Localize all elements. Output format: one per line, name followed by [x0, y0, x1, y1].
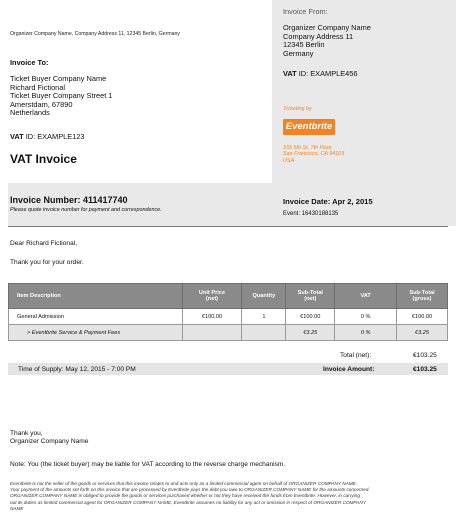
col-header-quantity: Quantity: [242, 284, 286, 309]
invoice-to-line: Ticket Buyer Company Street 1: [10, 91, 113, 101]
disclaimer-line: NAME: [10, 505, 24, 511]
invoice-to-line: Richard Fictional: [10, 82, 66, 92]
col-header-subtotal: Sub-Total (net): [286, 284, 335, 309]
vat-label: VAT: [283, 69, 297, 78]
invoice-to-line: Amerstdam, 67890: [10, 99, 73, 109]
total-net-value: €103.25: [413, 352, 437, 359]
invoice-from-heading: Invoice From:: [283, 7, 328, 16]
item-subtotal: €100.00: [286, 309, 335, 325]
table-header-row: [9, 284, 448, 309]
col-header-vat: VAT: [335, 284, 397, 309]
eventbrite-logo: Eventbrite: [283, 119, 335, 135]
total-net-label: Total (net):: [340, 352, 372, 359]
ticketing-by-label: Ticketing by: [283, 106, 312, 112]
disclaimer-line: out its duties as limited commercial agent for ORGANIZER COMPANY NAME, Eventbrite assumes no liability for any act or omission in respect of ORGANIZER COMPANY: [10, 499, 366, 505]
organizer-address-line: Organizer Company Name, Company Address 11, 12345 Berlin, Germany: [10, 31, 181, 37]
invoice-amount-value: €103.25: [413, 366, 437, 373]
invoice-from-address: [283, 24, 371, 58]
invoice-from-vat: [283, 70, 358, 79]
item-gross: €3.25: [397, 325, 448, 341]
disclaimer-line: Eventbrite is not the seller of the goods or services that this invoice relates to and acts only as a limited commercial agent on behalf of ORGANIZER COMPANY NAME.: [10, 481, 358, 486]
closing-line: Thank you,: [10, 430, 43, 437]
invoice-to-line: Ticket Buyer Company Name: [10, 74, 107, 83]
eventbrite-address-line: San Francisco, CA 94103: [283, 151, 345, 158]
item-vat: 0 %: [335, 309, 397, 325]
invoice-to-line: Netherlands: [10, 108, 50, 118]
invoice-to-vat: [10, 133, 85, 142]
item-quantity: 1: [242, 309, 286, 325]
item-vat: 0 %: [335, 325, 397, 341]
invoice-from-line: 12345 Berlin: [283, 40, 325, 50]
disclaimer-line: ORGANIZER COMPANY NAME is obliged to provide the goods or services purchased whether or not they have received the funds from Eventbrite. However, in carrying: [10, 493, 360, 499]
page-title: VAT Invoice: [10, 152, 77, 166]
col-header-subtotal-gross: Sub-Total (gross): [397, 284, 448, 309]
item-subtotal: €3.25: [286, 325, 335, 341]
divider: [8, 226, 448, 227]
invoice-from-line: Organizer Company Name: [283, 23, 371, 32]
closing: [10, 430, 88, 447]
item-unit-price: €100.00: [182, 309, 242, 325]
invoice-to-heading: Invoice To:: [10, 58, 49, 67]
invoice-number-note: Please quote invoice number for payment and correspondence.: [10, 207, 162, 213]
thanks-text: Thank you for your order.: [10, 259, 84, 266]
vat-value: ID: EXAMPLE456: [298, 69, 358, 78]
vat-value: ID: EXAMPLE123: [25, 132, 85, 141]
invoice-items-table: [8, 283, 448, 341]
disclaimer-line: Your payment of the amounts set forth on this invoice that are processed by Eventbrite pays the debt you owe to ORGANIZER COMPANY NAME for the amounts concerned.: [10, 487, 370, 493]
invoice-amount-label: Invoice Amount:: [323, 366, 375, 373]
item-description: General Admission: [9, 309, 183, 325]
item-gross: €100.00: [397, 309, 448, 325]
item-quantity: [242, 325, 286, 341]
invoice-date: Invoice Date: Apr 2, 2015: [283, 197, 373, 206]
closing-line: Organizer Company Name: [10, 438, 89, 446]
invoice-from-line: Company Address 11: [283, 31, 354, 41]
invoice-from-line: Germany: [283, 48, 314, 58]
col-header-unit-price: Unit Price (net): [182, 284, 242, 309]
event-id: Event: 16430188135: [283, 211, 339, 217]
item-unit-price: [182, 325, 242, 341]
greeting: Dear Richard Fictional,: [10, 240, 78, 247]
eventbrite-address-line: 155 5th St, 7th Floor: [283, 145, 332, 151]
disclaimer: [10, 481, 466, 512]
reverse-charge-note: Note: You (the ticket buyer) may be liable for VAT according to the reverse charge mechanism.: [10, 461, 286, 468]
invoice-to-address: [10, 75, 112, 118]
time-of-supply: Time of Supply: May 12, 2015 - 7:00 PM: [18, 366, 136, 373]
vat-label: VAT: [10, 132, 24, 141]
eventbrite-address-line: USA: [283, 157, 295, 164]
invoice-number: Invoice Number: 411417740: [10, 195, 128, 205]
item-description: > Eventbrite Service & Payment Fees: [9, 325, 183, 341]
table-row: [9, 325, 448, 341]
eventbrite-address: [283, 145, 344, 164]
col-header-description: Item Description: [9, 284, 183, 309]
table-row: [9, 309, 448, 325]
